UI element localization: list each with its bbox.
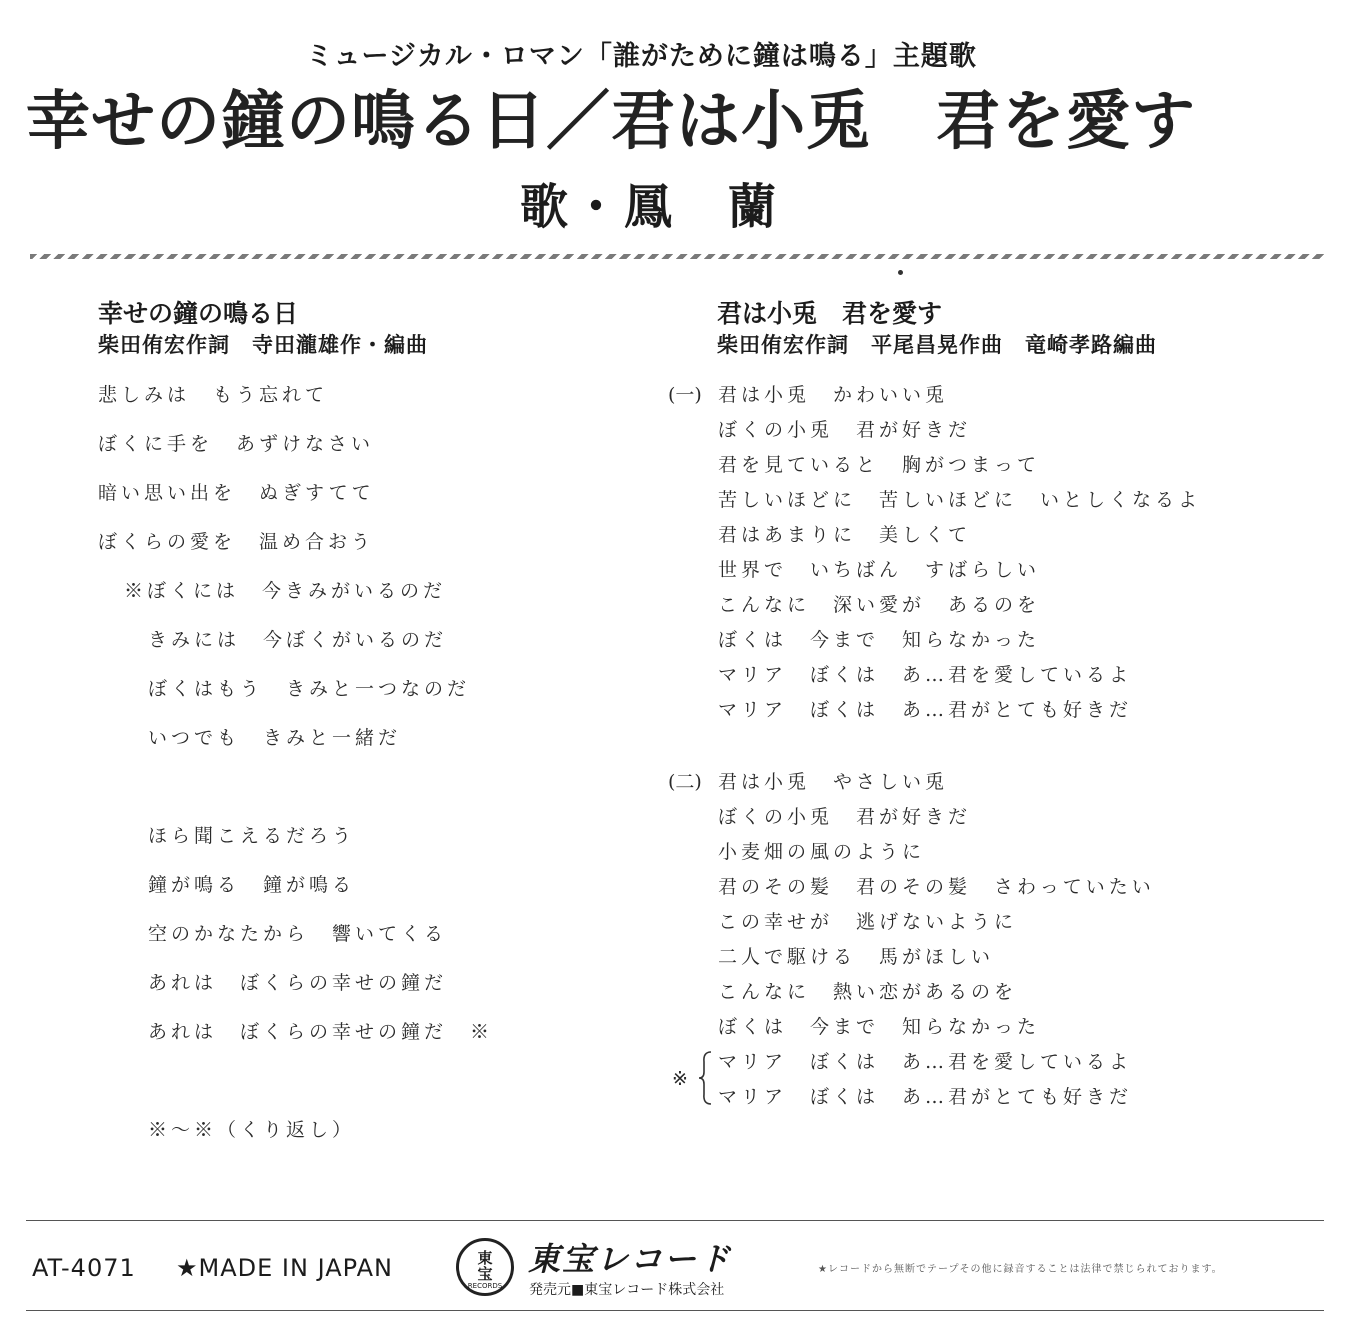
- lyric-line: あれは ぼくらの幸せの鐘だ: [148, 972, 448, 994]
- lyric-line: 君は小兎 かわいい兎: [718, 384, 949, 406]
- repeat-mark: ※: [672, 1068, 692, 1090]
- song-a-credits: 柴田侑宏作詞 寺田瀧雄作・編曲: [98, 333, 428, 357]
- main-title: 幸せの鐘の鳴る日／君は小兎 君を愛す: [26, 85, 1196, 159]
- lyric-line: ぼくらの愛を 温め合おう: [98, 531, 375, 553]
- made-in-label: ★MADE IN JAPAN: [176, 1254, 393, 1282]
- lyric-line: 悲しみは もう忘れて: [98, 384, 329, 406]
- lyric-line: 世界で いちばん すばらしい: [718, 559, 1041, 581]
- lyric-line: 君はあまりに 美しくて: [718, 524, 972, 546]
- lyric-line: ぼくの小兎 君が好きだ: [718, 419, 972, 441]
- logo-char: 宝: [477, 1265, 493, 1283]
- lyric-line: 君のその髪 君のその髪 さわっていたい: [718, 876, 1155, 898]
- lyric-line: 鐘が鳴る 鐘が鳴る: [148, 874, 356, 896]
- lyric-line: 空のかなたから 響いてくる: [148, 923, 448, 945]
- repeat-instruction: ※～※（くり返し）: [148, 1119, 356, 1141]
- lyric-line: ※ぼくには 今きみがいるのだ: [124, 580, 447, 602]
- toho-records-logo: [456, 1238, 514, 1296]
- logo-small-text: RECORDS: [467, 1282, 503, 1290]
- lyric-line: ぼくは 今まで 知らなかった: [718, 629, 1041, 651]
- lyric-line: 君を見ていると 胸がつまって: [718, 454, 1041, 476]
- lyric-line: マリア ぼくは あ…君を愛しているよ: [718, 664, 1133, 686]
- decorative-divider: [30, 254, 1324, 259]
- decorative-dot: [898, 270, 903, 275]
- song-b-credits: 柴田侑宏作詞 平尾昌晃作曲 竜崎孝路編曲: [717, 333, 1157, 357]
- song-b-title: 君は小兎 君を愛す: [717, 299, 943, 328]
- lyric-line: ぼくはもう きみと一つなのだ: [148, 678, 471, 700]
- publisher: 発売元■東宝レコード株式会社: [529, 1282, 725, 1298]
- footer-rule-bottom: [26, 1310, 1324, 1311]
- lyric-line: 苦しいほどに 苦しいほどに いとしくなるよ: [718, 489, 1202, 511]
- lyric-line: ぼくは 今まで 知らなかった: [718, 1016, 1041, 1038]
- singer-credit: 歌・鳳 蘭: [520, 179, 781, 235]
- lyric-line: いつでも きみと一緒だ: [148, 727, 402, 749]
- lyric-line: マリア ぼくは あ…君がとても好きだ: [718, 699, 1133, 721]
- lyric-line: この幸せが 逃げないように: [718, 911, 1018, 933]
- copyright-notice: ★レコードから無断でテープその他に録音することは法律で禁じられております。: [818, 1264, 1223, 1275]
- album-subtitle: ミュージカル・ロマン「誰がために鐘は鳴る」主題歌: [306, 41, 977, 72]
- lyric-line: こんなに 熱い恋があるのを: [718, 981, 1018, 1003]
- verse-marker: (一): [668, 384, 702, 406]
- logo-char: 東: [477, 1249, 493, 1267]
- lyric-line: 君は小兎 やさしい兎: [718, 771, 949, 793]
- brace-icon: [698, 1050, 714, 1106]
- lyric-line: ぼくに手を あずけなさい: [98, 433, 375, 455]
- brand-name: 東宝レコード: [528, 1240, 733, 1278]
- verse-marker: (二): [668, 771, 702, 793]
- lyric-line: 二人で駆ける 馬がほしい: [718, 946, 995, 968]
- lyric-line: ほら聞こえるだろう: [148, 825, 356, 847]
- lyric-line: マリア ぼくは あ…君がとても好きだ: [718, 1086, 1133, 1108]
- lyric-line: 小麦畑の風のように: [718, 841, 926, 863]
- lyric-line: マリア ぼくは あ…君を愛しているよ: [718, 1051, 1133, 1073]
- lyric-line: ぼくの小兎 君が好きだ: [718, 806, 972, 828]
- lyric-line: こんなに 深い愛が あるのを: [718, 594, 1041, 616]
- lyric-line: あれは ぼくらの幸せの鐘だ ※: [148, 1021, 494, 1043]
- footer-rule-top: [26, 1220, 1324, 1221]
- song-a-title: 幸せの鐘の鳴る日: [98, 299, 299, 328]
- lyric-line: 暗い思い出を ぬぎすてて: [98, 482, 375, 504]
- lyric-line: きみには 今ぼくがいるのだ: [148, 629, 448, 651]
- catalog-number: AT-4071: [32, 1254, 136, 1282]
